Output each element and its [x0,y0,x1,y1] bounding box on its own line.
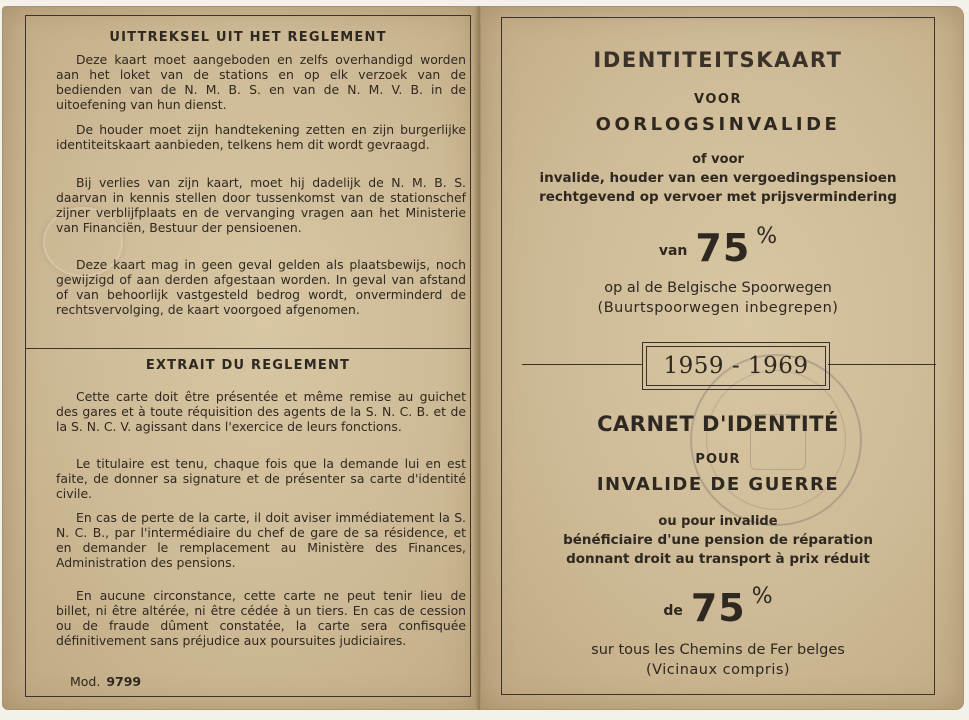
french-card-subtitle: INVALIDE DE GUERRE [596,474,840,495]
validity-years: 1959 - 1969 [646,346,826,386]
years-rule-right [828,364,936,365]
french-discount-value: 75 [690,586,746,630]
french-pour: POUR [695,452,741,467]
french-eligibility-line-2: donnant droit au transport à prix réduit [566,551,870,567]
dutch-card-subtitle: OORLOGSINVALIDE [595,114,841,135]
dutch-card-title: IDENTITEITSKAART [593,48,843,72]
left-page-frame [25,15,471,697]
french-paragraph-1: Cette carte doit être présentée et même remise au guichet des gares et à toute réquisition des agents de la S. N. C. B. et de la S. N. C. V. agissant dans l'exercice de leurs fonctions. [56,389,466,434]
french-discount [502,584,934,630]
dutch-eligibility-line-2: rechtgevend op vervoer met prijsvermindering [539,189,897,205]
french-paragraph-4: En aucune circonstance, cette carte ne peut tenir lieu de billet, ni être altérée, ni être cédée à un tiers. En cas de cession ou de fraude dûment constatée, la carte sera confisquée définitivement sans préjudice aux poursuites judiciaires. [56,588,466,648]
section-divider [26,348,470,349]
model-label: Mod. [70,674,101,689]
french-discount-prefix: de [663,603,683,619]
dutch-paragraph-2: De houder moet zijn handtekening zetten en zijn burgerlijke identiteitskaart aanbieden, telkens hem dit wordt gevraagd. [56,122,466,152]
dutch-paragraph-4: Deze kaart mag in geen geval gelden als plaatsbewijs, noch gewijzigd of aan derden afgestaan worden. In geval van afstand of van behoorlijk vastgesteld bedrog wordt, onverminderd de rechtsvervolging, de kaart voorgoed afgenomen. [56,257,466,317]
left-page [2,6,478,710]
right-page-frame [501,17,935,695]
french-card-title: CARNET D'IDENTITÉ [597,412,839,436]
french-paragraph-3: En cas de perte de la carte, il doit aviser immédiatement la S. N. C. B., par l'intermédiaire du chef de gare de sa résidence, et en demander le remplacement au Ministère des Finances, Administration des pensions. [56,510,466,570]
french-discount-percent-sign: % [751,584,773,609]
dutch-discount [502,224,934,270]
dutch-discount-value: 75 [695,226,751,270]
dutch-discount-prefix: van [658,243,688,259]
french-railways-line-2: (Vicinaux compris) [645,662,791,678]
french-ou-pour: ou pour invalide [658,514,778,529]
dutch-of-voor: of voor [692,152,744,167]
right-page [480,6,964,710]
dutch-railways-line-2: (Buurtspoorwegen inbegrepen) [597,300,839,316]
dutch-voor: VOOR [694,92,742,107]
validity-years-box [642,342,830,390]
french-eligibility-line-1: bénéficiaire d'une pension de réparation [563,532,873,548]
dutch-railways-line-1: op al de Belgische Spoorwegen [604,280,832,296]
dutch-eligibility-line-1: invalide, houder van een vergoedingspensioen [539,170,897,186]
french-railways-line-1: sur tous les Chemins de Fer belges [591,642,845,658]
years-rule-left [522,364,642,365]
french-paragraph-2: Le titulaire est tenu, chaque fois que la demande lui en est faite, de donner sa signature et de présenter sa carte d'identité civile. [56,456,466,501]
french-regulation-title: EXTRAIT DU REGLEMENT [145,358,351,373]
dutch-paragraph-1: Deze kaart moet aangeboden en zelfs overhandigd worden aan het loket van de stations en op elk verzoek van de bedienden van de N. M. B. S. en van de N. M. V. B. in de uitoefening van hun dienst. [56,52,466,112]
model-value: 9799 [106,674,142,689]
model-number [70,674,141,689]
dutch-discount-percent-sign: % [756,224,778,249]
dutch-paragraph-3: Bij verlies van zijn kaart, moet hij dadelijk de N. M. B. S. daarvan in kennis stellen door tussenkomst van de stationschef zijner verblijfplaats en de vervanging vragen aan het Ministerie van Financiën, Bestuur der pensioenen. [56,175,466,235]
dutch-regulation-title: UITTREKSEL UIT HET REGLEMENT [109,30,387,45]
